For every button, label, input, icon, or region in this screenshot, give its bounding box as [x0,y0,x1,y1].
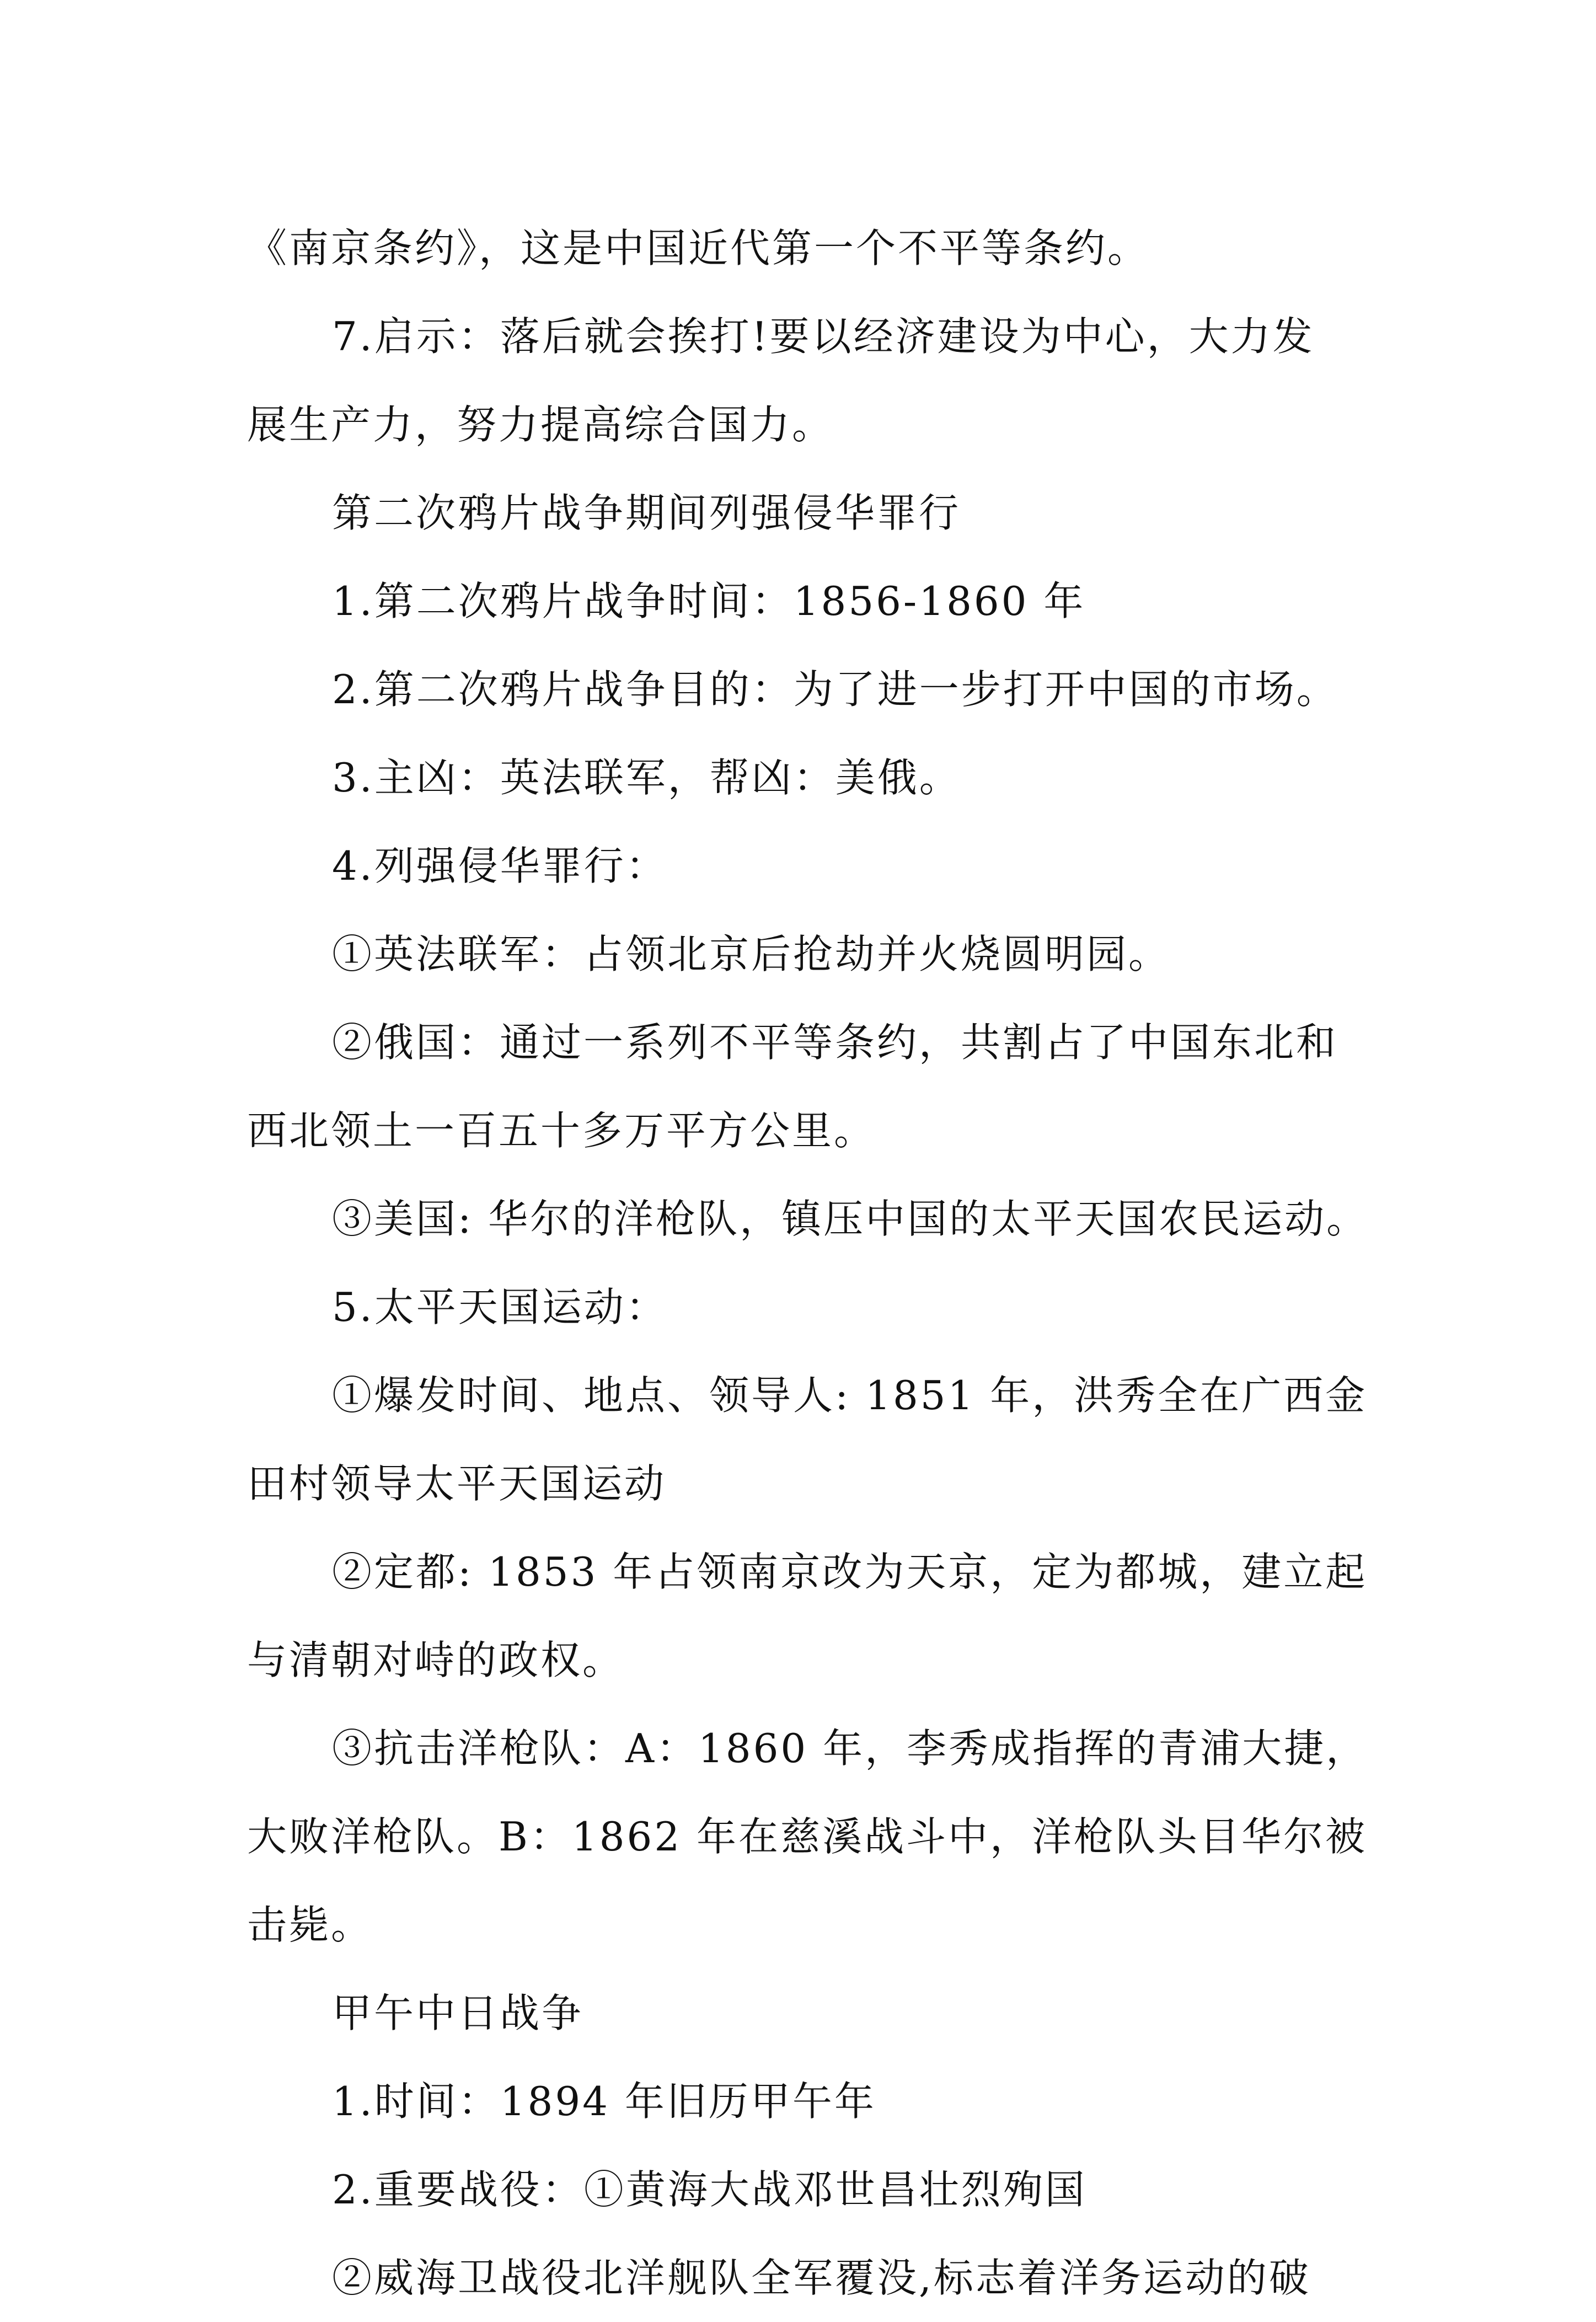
text-line: 7.启示：落后就会挨打!要以经济建设为中心，大力发 [332,313,1315,360]
text-line: 田村领导太平天国运动 [247,1460,667,1507]
text-line: ①爆发时间、地点、领导人: 1851 年，洪秀全在广西金 [332,1372,1368,1419]
text-line: ③美国: 华尔的洋枪队，镇压中国的太平天国农民运动。 [332,1196,1369,1242]
text-line: 展生产力，努力提高综合国力。 [247,402,834,448]
text-line: 《南京条约》，这是中国近代第一个不平等条约。 [247,225,1150,271]
text-line: 3.主凶：英法联军，帮凶：美俄。 [332,755,961,801]
text-line: ②俄国：通过一系列不平等条约，共割占了中国东北和 [332,1019,1338,1066]
text-line: 大败洋枪队。B：1862 年在慈溪战斗中，洋枪队头目华尔被 [247,1813,1368,1860]
document-body [247,204,1369,2322]
text-line: 1.第二次鸦片战争时间：1856-1860 年 [332,578,1086,624]
text-line: 1.时间：1894 年旧历甲午年 [332,2078,876,2125]
text-line: 2.第二次鸦片战争目的：为了进一步打开中国的市场。 [332,666,1338,713]
text-line: 西北领土一百五十多万平方公里。 [247,1108,876,1154]
section-heading: 第二次鸦片战争期间列强侵华罪行 [332,490,961,536]
text-line: ②威海卫战役北洋舰队全军覆没,标志着洋务运动的破 [332,2255,1311,2301]
text-line: 2.重要战役：①黄海大战邓世昌壮烈殉国 [332,2166,1087,2213]
text-line: 5.太平天国运动： [332,1284,668,1330]
text-line: 与清朝对峙的政权。 [247,1637,625,1683]
section-heading: 甲午中日战争 [332,1990,584,2036]
text-line: 4.列强侵华罪行： [332,843,668,889]
text-line: ①英法联军：占领北京后抢劫并火烧圆明园。 [332,931,1171,977]
text-line: ②定都: 1853 年占领南京改为天京，定为都城，建立起 [332,1549,1368,1595]
text-line: 击毙。 [247,1902,373,1948]
text-line: ③抗击洋枪队：A：1860 年，李秀成指挥的青浦大捷， [332,1725,1368,1772]
